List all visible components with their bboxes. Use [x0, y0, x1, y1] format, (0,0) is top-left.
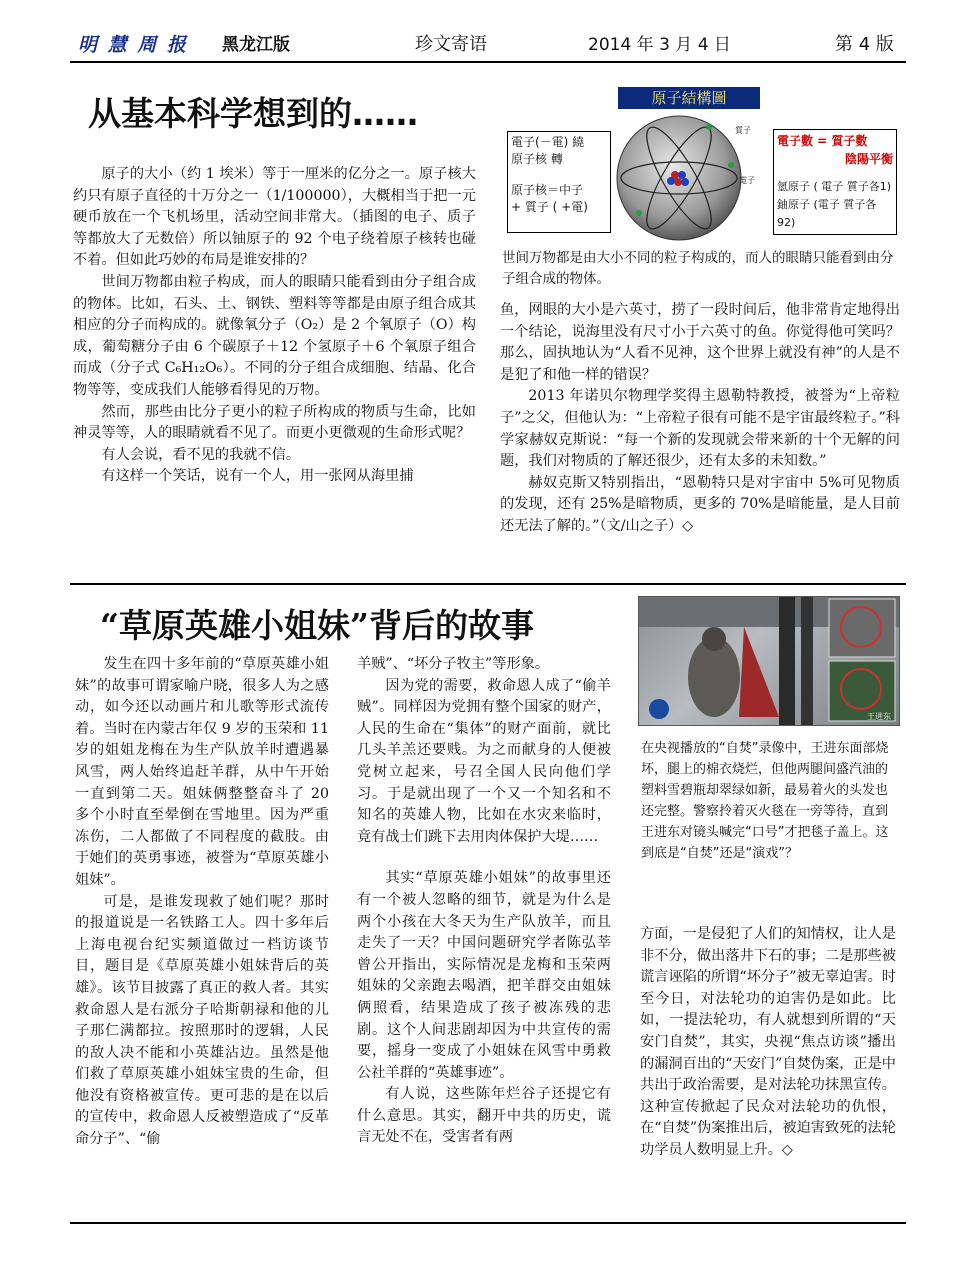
- paper-name: 明 慧 周 报: [78, 34, 188, 56]
- left-box-line2: 原子核 轉: [511, 152, 563, 166]
- paragraph: 发生在四十多年前的“草原英雄小姐妹”的故事可谓家喻户晓，很多人为之感动，如今还以动画片和儿歌等形式流传着。当时在内蒙古年仅 9 岁的玉荣和 11 岁的姐姐龙梅在为生产队放羊时遭遇暴风雪，两人始终追赶羊群，从中午开始一直到第二天。姐妹俩整整奋斗了 20 多个小时直至晕倒在雪地里。因为严重冻伤，二人都做了不同程度的截肢。由于她们的英勇事迹，被誉为“草原英雄小姐妹”。: [75, 656, 329, 888]
- left-box-line1: 電子(－電) 繞: [511, 135, 585, 149]
- article2-caption: 在央视播放的“自焚”录像中，王进东面部烧坏，腿上的棉衣烧烂，但他两腿间盛汽油的塑料雪碧瓶却翠绿如新，最易着火的头发也还完整。警察拎着灭火毯在一旁等待，直到王进东对镜头喊完“口号”才把毯子盖上。这到底是“自焚”还是“演戏”？: [641, 741, 889, 861]
- paragraph: 然而，那些由比分子更小的粒子所构成的物质与生命，比如神灵等等，人的眼睛就看不见了。而更小更微观的生命形式呢？: [73, 403, 476, 442]
- paragraph: 2013 年诺贝尔物理学奖得主恩勒特教授，被誉为“上帝粒子”之父，但他认为：“上帝粒子很有可能不是宇宙最终粒子。”科学家赫奴克斯说：“每一个新的发现就会带来新的十个无解的问题，我们对物质的了解还很少，还有太多的未知数。”: [500, 388, 900, 470]
- masthead: [78, 30, 188, 60]
- right-box-line2: 陰陽平衡: [844, 152, 893, 166]
- news-photo: [638, 596, 900, 726]
- paragraph: 有人说，这些陈年烂谷子还提它有什么意思。其实，翻开中共的历史，谎言无处不在，受害者有两: [357, 1086, 611, 1146]
- figure-banner: 原子結構圖: [618, 87, 760, 109]
- article1-title: 从基本科学想到的……: [88, 94, 418, 133]
- article1-column-1: [73, 164, 476, 488]
- figure-right-box: [773, 129, 897, 235]
- article1-caption: 世间万物都是由大小不同的粒子构成的，而人的眼睛只能看到由分子组合成的物体。: [502, 250, 894, 287]
- figure-left-box: [507, 131, 611, 233]
- article2-column-3: [640, 924, 896, 1162]
- paragraph: 世间万物都由粒子构成，而人的眼睛只能看到由分子组合成的物体。比如，石头、土、钢铁、塑料等等都是由原子组合成其相应的分子而构成的。就像氧分子（O₂）是 2 个氧原子（O）构成，葡萄糖分子由 6 个碳原子＋12 个氢原子＋6 个氧原子组合而成（分子式 C₆H₁₂O₆）。不同的分子组合成细胞、结晶、化合物等等，变成我们人能够看得见的万物。: [73, 273, 476, 398]
- right-box-line3: 氫原子 ( 電子 質子各1): [777, 180, 892, 193]
- label-electron: 電子: [739, 176, 755, 185]
- section-label: 珍文寄语: [415, 34, 487, 55]
- footer-rule: [70, 1222, 906, 1224]
- article2-column-2: [357, 654, 611, 1149]
- article2-column-1: [75, 654, 329, 1151]
- paragraph: 赫奴克斯又特别指出，“恩勒特只是对宇宙中 5%可见物质的发现，还有 25%是暗物质，更多的 70%是暗能量，是人目前还无法了解的。”（文/山之子）◇: [500, 474, 900, 534]
- edition-label: 黑龙江版: [222, 35, 290, 55]
- right-box-line1: 電子數 = 質子數: [777, 134, 868, 148]
- photo-stamp: 王进东: [867, 712, 891, 721]
- paragraph: 可是，是谁发现救了她们呢？那时的报道说是一名铁路工人。四十多年后上海电视台纪实频道做过一档访谈节目，题目是《草原英雄小姐妹背后的英雄》。该节目披露了真正的救人者。其实救命恩人是右派分子哈斯朝禄和他的儿子那仁满都拉。按照那时的逻辑，人民的敌人决不能和小英雄沾边。虽然是他们救了草原英雄小姐妹宝贵的生命，但他没有资格被宣传。更可悲的是在以后的宣传中，救命恩人反被塑造成了“反革命分子”、“偷: [75, 893, 329, 1148]
- paragraph: 鱼，网眼的大小是六英寸，捞了一段时间后，他非常肯定地得出一个结论，说海里没有尺寸小于六英寸的鱼。你觉得他可笑吗？那么，固执地认为“人看不见神，这个世界上就没有神”的人是不是犯了和他一样的错误？: [500, 302, 900, 383]
- photo-scene: [639, 597, 899, 725]
- paragraph: 原子的大小（约 1 埃米）等于一厘米的亿分之一。原子核大约只有原子直径的十万分之一（1/100000），大概相当于把一元硬币放在一个飞机场里，活动空间非常大。（插图的电子、质子等都放大了无数倍）所以铀原子的 92 个电子绕着原子核转也碰不着。但如此巧妙的布局是谁安排的？: [73, 166, 476, 269]
- article1-column-2: [500, 300, 900, 538]
- right-box-line4: 鈾原子 (電子 質子各92): [777, 198, 877, 229]
- label-proton: 質子: [735, 126, 751, 135]
- section-divider: [70, 583, 906, 585]
- paragraph: 因为党的需要，救命恩人成了“偷羊贼”。同样因为党拥有整个国家的财产，人民的生命在“集体”的财产面前，就比几头羊羔还要贱。为之而献身的人便被党树立起来，号召全国人民向他们学习。于是就出现了一个又一个知名和不知名的英雄人物，比如在水灾来临时，竟有战士们跳下去用肉体保护大堤……: [357, 677, 611, 845]
- paragraph: 有这样一个笑话，说有一个人，用一张网从海里捕: [101, 468, 414, 485]
- header-rule: [70, 61, 906, 63]
- left-box-line3: 原子核＝中子: [511, 183, 584, 197]
- article2-title: “草原英雄小姐妹”背后的故事: [100, 606, 534, 645]
- paragraph: 羊贼”、“坏分子牧主”等形象。: [357, 656, 550, 672]
- paragraph: 有人会说，看不见的我就不信。: [101, 446, 301, 463]
- left-box-line4: + 質子 ( +電): [511, 200, 588, 214]
- paragraph: 方面，一是侵犯了人们的知情权，让人是非不分，做出落井下石的事；二是那些被谎言诬陷的所谓“坏分子”被无辜迫害。时至今日，对法轮功的迫害仍是如此。比如，一提法轮功，有人就想到所谓的“天安门自焚”，其实，央视“焦点访谈”播出的漏洞百出的“天安门”自焚伪案，正是中共出于政治需要，是对法轮功抹黑宣传。这种宣传掀起了民众对法轮功的仇恨，在“自焚”伪案推出后，被迫害致死的法轮功学员人数明显上升。◇: [640, 926, 896, 1158]
- atom-figure: [503, 87, 898, 245]
- page-number: 第 4 版: [835, 34, 894, 55]
- paragraph: 其实“草原英雄小姐妹”的故事里还有一个被人忽略的细节，就是为什么是两个小孩在大冬天为生产队放羊，而且走失了一天？中国问题研究学者陈弘莘曾公开指出，实际情况是龙梅和玉荣两姐妹的父亲跑去喝酒，把羊群交由姐妹俩照看，结果造成了孩子被冻残的悲剧。这个人间悲剧却因为中共宣传的需要，摇身一变成了小姐妹在风雪中勇救公社羊群的“英雄事迹”。: [357, 870, 611, 1081]
- issue-date: 2014 年 3 月 4 日: [588, 35, 731, 55]
